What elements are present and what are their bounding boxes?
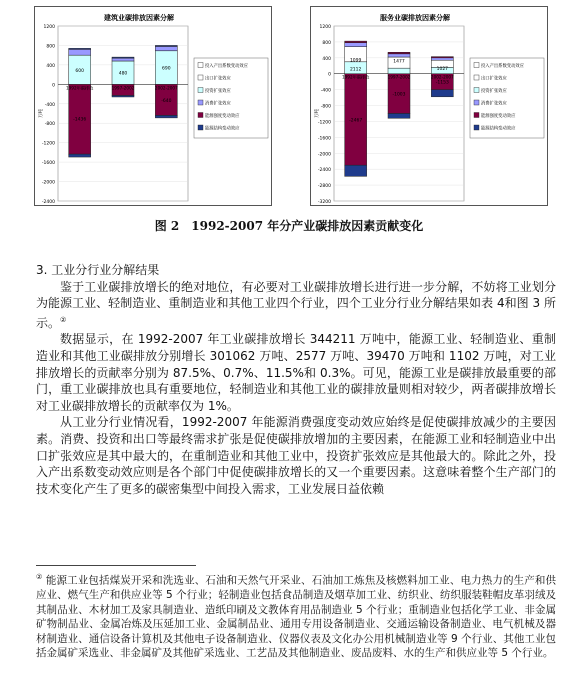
legend-swatch: [474, 63, 479, 68]
y-tick-label: 1200: [43, 25, 55, 30]
chart-title: 建筑业碳排放因素分解: [104, 14, 174, 22]
bar-segment: [69, 49, 91, 55]
y-tick-label: 0: [328, 72, 331, 78]
body-text: [36, 262, 556, 497]
paragraph-2: 数据显示，在 1992-2007 年工业碳排放增长 344211 万吨中，能源工业、轻制造业、重制造业和其他工业碳排放分别增长 301062 万吨、2577 万吨、39470 万吨和 1102 万吨，对工业排放增长的贡献率分别为 87.5%、0.7%、11.5%和 0.3%。可见，能源工业是碳排放最重要的部门，重工业碳排放也具有重要地位，轻制造业和其他工业的碳排放量则相对较少，两者碳排放增长对工业碳排放增长的贡献率仅为 1%。: [36, 332, 556, 413]
data-label: 1027: [436, 66, 449, 72]
paragraph-1: 鉴于工业碳排放增长的绝对地位，有必要对工业碳排放增长进行进一步分解，不妨将工业划分为能源工业、轻制造业、重制造业和其他工业四个行业，四个工业分行业分解结果如表 4和图 3 所示。②: [36, 279, 556, 330]
legend-swatch: [474, 75, 479, 80]
bar-segment: [345, 43, 367, 47]
data-label: -1153: [435, 80, 449, 86]
y-tick-label: 400: [46, 63, 55, 69]
chart-svg: [310, 6, 548, 206]
legend-label: 投入产出系数变动效应: [481, 64, 524, 69]
chart-svg: [34, 6, 272, 206]
data-label: 2112: [349, 67, 362, 73]
footnote: ② 能源工业包括煤炭开采和洗选业、石油和天然气开采业、石油加工炼焦及核燃料加工业、电力热力的生产和供应业、燃气生产和供应业等 5 个行业；轻制造业包括食品制造及烟草加工业、纺织业、纺织服装鞋帽皮革羽绒及其制品业、木材加工及家具制造业、造纸印刷及文教体育用品制造业 5 个行业；重制造业包括化学工业、非金属矿物制品业、金属冶炼及压延加工业、金属制品业、通用专用设备制造业、交通运输设备制造业、电气机械及器材制造业、通信设备计算机及其他电子设备制造业、仪器仪表及文化办公用机械制造业等 9 个行业、其他工业包括金属矿采选业、非金属矿及其他矿采选业、工艺品及其他制造业、废品废料、水的生产和供应业等 5 个行业。: [36, 573, 556, 660]
y-tick-label: -1600: [317, 136, 331, 142]
y-tick-label: -2400: [41, 200, 55, 205]
y-tick-label: -2800: [317, 184, 331, 190]
category-label: 1992年碳排放: [341, 74, 370, 80]
y-tick-label: 0: [52, 83, 55, 89]
legend-label: 能源结构变动效应: [205, 126, 240, 132]
bar-segment: [112, 57, 134, 58]
legend-swatch: [474, 113, 479, 118]
legend-label: 能源强度变动效应: [205, 114, 240, 119]
data-label: 1477: [393, 59, 405, 65]
bar-segment: [155, 45, 177, 46]
legend-label: 消费扩张效应: [481, 101, 507, 107]
chart-services: [310, 6, 548, 206]
chart-construction: [34, 6, 272, 206]
y-tick-label: -2400: [317, 168, 331, 174]
bar-segment: [388, 68, 410, 74]
legend-label: 能源结构变动效应: [481, 126, 516, 132]
legend-swatch: [198, 63, 203, 68]
y-axis-label: 万吨: [39, 109, 44, 118]
data-label: -1436: [73, 117, 87, 123]
y-tick-label: -800: [44, 122, 55, 128]
bar-segment: [345, 41, 367, 43]
data-label: 600: [75, 68, 84, 74]
bar-segment: [388, 114, 410, 119]
y-tick-label: -3200: [317, 200, 331, 205]
data-label: -1003: [392, 92, 406, 98]
data-label: 480: [118, 71, 128, 77]
y-tick-label: 800: [46, 44, 55, 50]
legend-swatch: [198, 75, 203, 80]
legend-label: 出口扩张效应: [481, 76, 507, 82]
data-label: 690: [162, 66, 171, 72]
paragraph-3: 从工业分行业情况看，1992-2007 年能源消费强度变动效应始终是促使碳排放减少的主要因素。消费、投资和出口等最终需求扩张是促使碳排放增加的主要因素，在能源工业和轻制造业中出口扩张效应是其中最大的，在重制造业和其他工业中，投资扩张效应是其他最大的。除此之外，投入产出系数变动效应则是各个部门中促使碳排放增长的又一个重要因素。这意味着整个生产部门的技术变化产生了更多的碳密集型中间投入需求，工业发展日益依赖: [36, 415, 556, 496]
figure-2: [0, 0, 578, 215]
legend-swatch: [474, 100, 479, 105]
legend-swatch: [198, 125, 203, 130]
data-label: -2467: [349, 118, 363, 124]
chart-title: 服务业碳排放因素分解: [380, 14, 450, 22]
data-label: -640: [161, 98, 172, 104]
y-tick-label: 1200: [319, 25, 331, 30]
bar-segment: [431, 90, 453, 97]
bar-segment: [155, 46, 177, 50]
legend-swatch: [474, 125, 479, 130]
y-tick-label: -1600: [41, 161, 55, 167]
y-tick-label: -2000: [317, 152, 331, 158]
bar-segment: [431, 58, 453, 60]
legend-label: 投资扩张效应: [205, 89, 231, 94]
y-tick-label: -1200: [317, 120, 331, 126]
data-label: 1099: [349, 58, 362, 64]
bar-segment: [112, 96, 134, 97]
y-tick-label: -800: [320, 104, 331, 110]
legend-label: 能源强度变动效应: [481, 114, 516, 119]
legend-swatch: [198, 100, 203, 105]
footnote-rule: [36, 565, 196, 566]
bar-segment: [388, 54, 410, 57]
section-heading: 3. 工业分行业分解结果: [36, 263, 160, 277]
y-tick-label: -1200: [41, 141, 55, 147]
category-label: 1997-2002: [387, 74, 411, 80]
bar-segment: [155, 115, 177, 117]
category-label: 1992年碳排放: [65, 85, 94, 91]
figure-caption: 图 2 1992-2007 年分产业碳排放因素贡献变化: [154, 219, 424, 233]
legend-swatch: [474, 88, 479, 93]
y-tick-label: 400: [322, 56, 331, 62]
bar-segment: [112, 58, 134, 61]
bar-segment: [431, 57, 453, 58]
y-tick-label: -400: [320, 88, 331, 94]
legend-label: 出口扩张效应: [205, 76, 231, 82]
y-axis-label: 万吨: [315, 109, 320, 118]
y-tick-label: -2000: [41, 180, 55, 186]
y-tick-label: -400: [44, 102, 55, 108]
bar-segment: [345, 165, 367, 176]
footnote-ref: ②: [60, 315, 67, 324]
legend-swatch: [198, 88, 203, 93]
bar-segment: [69, 154, 91, 157]
bar-segment: [69, 48, 91, 49]
legend-swatch: [198, 113, 203, 118]
legend-label: 消费扩张效应: [205, 101, 231, 107]
category-label: 1997-2002: [111, 85, 135, 91]
y-tick-label: 800: [322, 40, 331, 46]
category-label: 2002-2007: [430, 74, 454, 80]
legend-label: 投入产出系数变动效应: [205, 64, 248, 69]
bar-segment: [388, 52, 410, 54]
category-label: 2002-2007: [154, 85, 178, 91]
legend-label: 投资扩张效应: [481, 89, 507, 94]
